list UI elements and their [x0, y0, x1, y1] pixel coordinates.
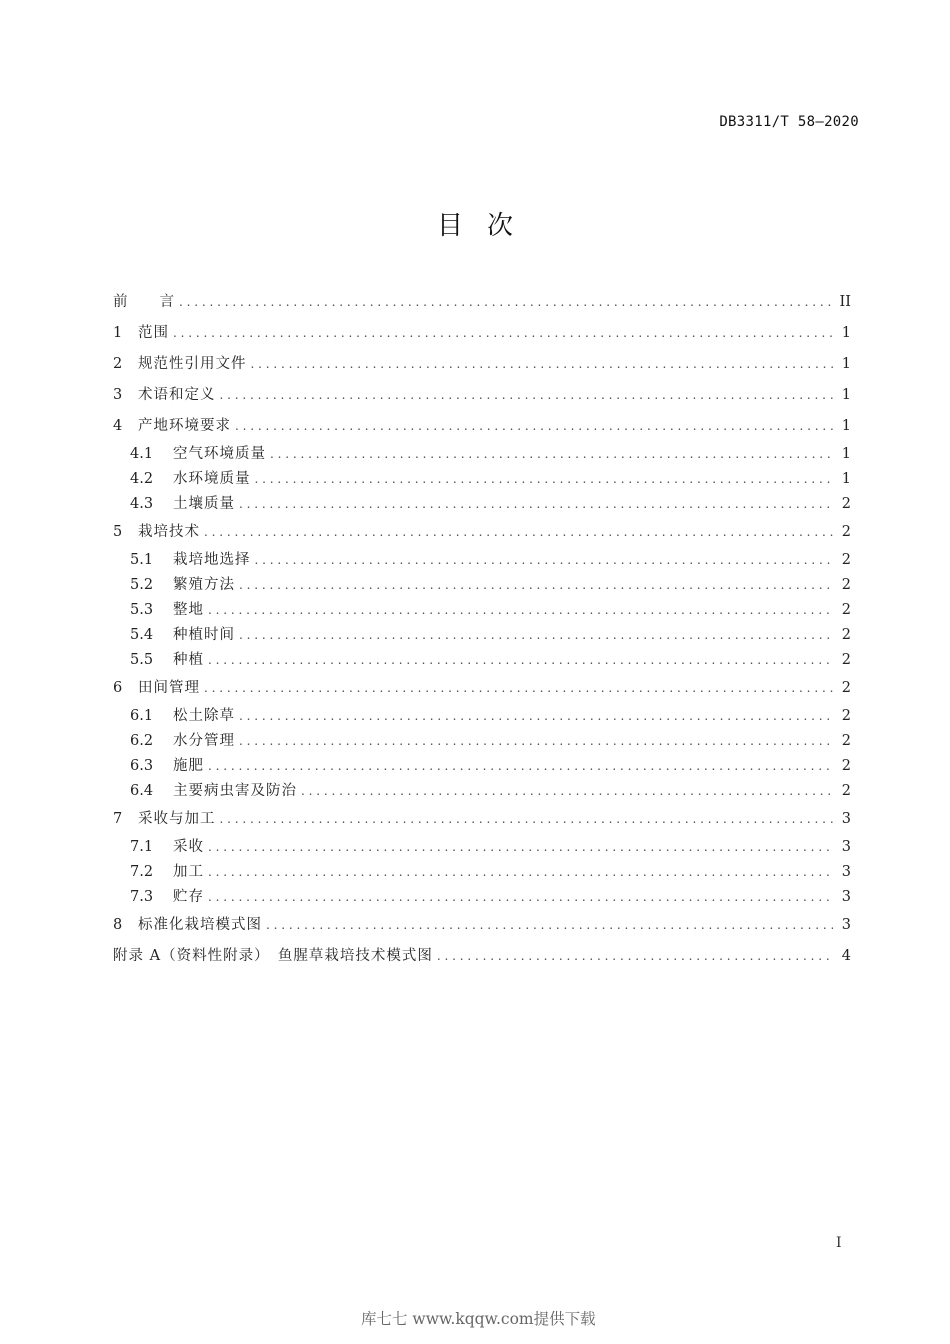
toc-entry-label: 术语和定义	[138, 387, 216, 403]
toc-entry-number: 4.3	[130, 496, 154, 512]
toc-entry-number: 4	[113, 418, 123, 434]
toc-entry-label: 松土除草	[173, 708, 235, 724]
toc-entry-label: 加工	[173, 864, 204, 880]
toc-entry-page: 3	[841, 917, 851, 933]
toc-entry-number: 4.1	[130, 446, 154, 462]
toc-entry[interactable]	[113, 754, 851, 779]
toc-entry-page: 3	[841, 839, 851, 855]
toc-entry-page: 3	[841, 889, 851, 905]
toc-entry-number: 7.1	[130, 839, 154, 855]
toc-entry[interactable]	[113, 885, 851, 910]
toc-entry-number: 7.3	[130, 889, 154, 905]
dot-leader	[235, 411, 833, 442]
toc-entry[interactable]	[113, 442, 851, 467]
toc-entry-number: 1	[113, 325, 123, 341]
toc-entry-page: 1	[841, 325, 851, 341]
toc-entry[interactable]	[113, 287, 851, 318]
dot-leader	[208, 885, 833, 910]
toc-entry-page: 2	[841, 783, 851, 799]
toc-entry[interactable]	[113, 380, 851, 411]
toc-entry-page: 1	[841, 387, 851, 403]
toc-entry[interactable]	[113, 860, 851, 885]
dot-leader	[239, 492, 833, 517]
toc-entry-page: 1	[841, 446, 851, 462]
dot-leader	[220, 380, 834, 411]
dot-leader	[266, 910, 833, 941]
toc-entry-label: 田间管理	[138, 680, 200, 696]
toc-entry[interactable]	[113, 804, 851, 835]
toc-entry-number: 5	[113, 524, 123, 540]
toc-entry-number: 5.5	[130, 652, 154, 668]
toc-entry-page: 2	[841, 680, 851, 696]
toc-entry-label: 采收与加工	[138, 811, 216, 827]
toc-entry-page: 2	[841, 496, 851, 512]
toc-entry-label: 土壤质量	[173, 496, 235, 512]
toc-entry-page: 3	[841, 811, 851, 827]
toc-entry-page: 2	[841, 627, 851, 643]
dot-leader	[220, 804, 834, 835]
toc-entry-page: 2	[841, 524, 851, 540]
dot-leader	[173, 318, 833, 349]
toc-entry-page: 2	[841, 552, 851, 568]
toc-entry[interactable]	[113, 673, 851, 704]
toc-entry[interactable]	[113, 492, 851, 517]
toc-entry-page: 2	[841, 758, 851, 774]
toc-entry[interactable]	[113, 467, 851, 492]
dot-leader	[208, 835, 833, 860]
toc-entry[interactable]	[113, 517, 851, 548]
toc-entry[interactable]	[113, 623, 851, 648]
toc-entry-number: 5.1	[130, 552, 154, 568]
toc-entry-label: 附录 A（资料性附录） 鱼腥草栽培技术模式图	[113, 948, 433, 964]
toc-entry[interactable]	[113, 349, 851, 380]
toc-entry[interactable]	[113, 598, 851, 623]
toc-entry-number: 2	[113, 356, 123, 372]
toc-entry-page: 2	[841, 708, 851, 724]
toc-entry-page: 2	[841, 733, 851, 749]
footer-watermark: 库七七 www.kqqw.com提供下载	[361, 1310, 596, 1328]
toc-entry-label: 施肥	[173, 758, 204, 774]
toc-entry-number: 7	[113, 811, 123, 827]
toc-entry[interactable]	[113, 910, 851, 941]
toc-entry-label: 空气环境质量	[173, 446, 266, 462]
toc-entry-label: 产地环境要求	[138, 418, 231, 434]
toc-entry[interactable]	[113, 411, 851, 442]
toc-entry-number: 6	[113, 680, 123, 696]
dot-leader	[208, 754, 833, 779]
toc-entry-number: 8	[113, 917, 123, 933]
dot-leader	[255, 467, 834, 492]
toc-entry-number: 5.2	[130, 577, 154, 593]
toc-entry-number: 6.3	[130, 758, 154, 774]
toc-entry[interactable]	[113, 704, 851, 729]
toc-entry[interactable]	[113, 941, 851, 972]
toc-entry-page: 1	[841, 471, 851, 487]
dot-leader	[239, 729, 833, 754]
toc-entry-number: 6.2	[130, 733, 154, 749]
dot-leader	[239, 704, 833, 729]
dot-leader	[208, 860, 833, 885]
toc-entry-label: 种植时间	[173, 627, 235, 643]
toc-entry[interactable]	[113, 835, 851, 860]
toc-entry[interactable]	[113, 648, 851, 673]
toc-entry-label: 标准化栽培模式图	[138, 917, 262, 933]
toc-entry-label: 种植	[173, 652, 204, 668]
toc-entry-label: 前 言	[113, 294, 175, 310]
toc-entry-label: 贮存	[173, 889, 204, 905]
toc-entry-number: 3	[113, 387, 123, 403]
toc-entry-number: 6.1	[130, 708, 154, 724]
toc-entry[interactable]	[113, 779, 851, 804]
toc-entry-page: II	[839, 294, 851, 310]
toc-entry-label: 栽培地选择	[173, 552, 251, 568]
dot-leader	[239, 623, 833, 648]
dot-leader	[437, 941, 833, 972]
toc-entry-page: 2	[841, 577, 851, 593]
toc-entry-page: 2	[841, 652, 851, 668]
toc-entry-page: 1	[841, 418, 851, 434]
page-title: 目次	[436, 211, 537, 241]
toc-entry-label: 整地	[173, 602, 204, 618]
dot-leader	[255, 548, 834, 573]
toc-entry-number: 6.4	[130, 783, 154, 799]
dot-leader	[270, 442, 833, 467]
toc-entry[interactable]	[113, 573, 851, 598]
toc-entry-page: 3	[841, 864, 851, 880]
standard-code: DB3311/T 58—2020	[719, 114, 859, 130]
toc-entry[interactable]	[113, 548, 851, 573]
toc-entry-page: 2	[841, 602, 851, 618]
toc-entry-page: 1	[841, 356, 851, 372]
toc-entry[interactable]	[113, 318, 851, 349]
page-number: I	[836, 1235, 842, 1251]
toc-entry-label: 范围	[138, 325, 169, 341]
toc-entry-number: 5.4	[130, 627, 154, 643]
toc-entry-label: 水分管理	[173, 733, 235, 749]
toc-entry-label: 规范性引用文件	[138, 356, 247, 372]
toc-entry-number: 7.2	[130, 864, 154, 880]
toc-entry-label: 采收	[173, 839, 204, 855]
table-of-contents	[113, 287, 851, 972]
dot-leader	[301, 779, 833, 804]
dot-leader	[251, 349, 834, 380]
dot-leader	[239, 573, 833, 598]
toc-entry-number: 5.3	[130, 602, 154, 618]
toc-entry-label: 水环境质量	[173, 471, 251, 487]
toc-entry-label: 主要病虫害及防治	[173, 783, 297, 799]
dot-leader	[179, 287, 833, 318]
toc-entry[interactable]	[113, 729, 851, 754]
dot-leader	[208, 598, 833, 623]
dot-leader	[204, 517, 833, 548]
toc-entry-page: 4	[841, 948, 851, 964]
toc-entry-number: 4.2	[130, 471, 154, 487]
dot-leader	[204, 673, 833, 704]
toc-entry-label: 繁殖方法	[173, 577, 235, 593]
dot-leader	[208, 648, 833, 673]
toc-entry-label: 栽培技术	[138, 524, 200, 540]
